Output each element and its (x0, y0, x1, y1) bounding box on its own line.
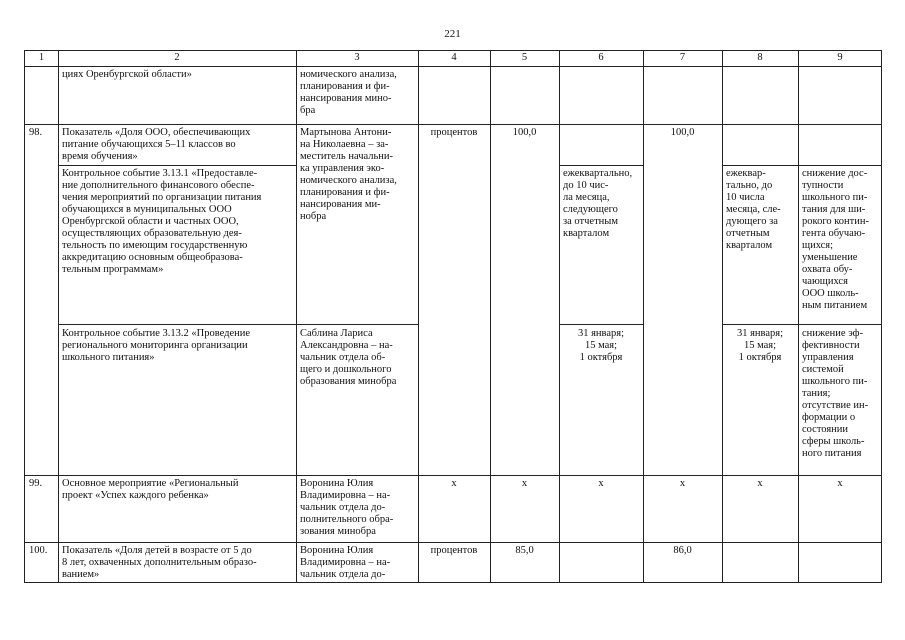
not-applicable-mark: х (837, 478, 843, 489)
header-cell: 9 (837, 52, 843, 63)
deadline: ежеквартальнo, до 10 чис- ла месяца, следующего за отчетным кварталом (563, 168, 633, 239)
not-applicable-mark: х (521, 478, 528, 489)
unit: процентов (430, 127, 478, 138)
row-number: 98. (29, 127, 43, 138)
col-divider (798, 51, 799, 582)
row-number: 100. (29, 545, 48, 556)
control-event-description: Контрольное событие 3.13.1 «Предоставле- ние дополнительного финансового обеспе- чения мероприятий по организации питания обучающихся в муниципальных ООО Оренбургской области и частных ООО, осуществляющих образовательную дея- тельность по имеющим государственную аккредитацию основным общеобразова- тельным программам» (62, 168, 262, 275)
header-cell: 1 (38, 52, 45, 63)
header-cell: 4 (451, 52, 457, 63)
row-divider (25, 542, 881, 543)
row-divider (58, 324, 418, 325)
measure-description: Основное мероприятие «Региональный проект «Успех каждого ребенка» (62, 478, 239, 501)
row-divider (25, 124, 881, 125)
header-cell: 7 (679, 52, 686, 63)
cont-description: циях Оренбургской области» (62, 69, 192, 80)
deadline: 31 января; 15 мая; 1 октября (577, 328, 625, 363)
deadline: ежеквар- тально, до 10 числа месяца, сле- дующего за отчетным кварталом (726, 168, 781, 251)
responsible-person: Воронина Юлия Владимировна – на- чальник отдела до- полнительного обра- зования минобра (300, 478, 394, 537)
value: 86,0 (673, 545, 692, 556)
header-cell: 5 (521, 52, 528, 63)
risk-description: снижение эф- фективности управления системой школьного пи- тания; отсутствие ин- формации о состоянии сферы школь- ного питания (802, 328, 869, 459)
header-divider (25, 66, 881, 67)
row-divider (559, 324, 643, 325)
indicator-description: Показатель «Доля ООО, обеспечивающих питание обучающихся 5–11 классов во время обучения» (62, 127, 251, 162)
not-applicable-mark: х (679, 478, 686, 489)
col-divider (58, 51, 59, 582)
col-divider (722, 51, 723, 582)
row-divider (559, 165, 643, 166)
data-table (24, 50, 882, 583)
cont-responsible: номического анализа, планирования и фи- нансирования мино- бра (300, 69, 397, 116)
unit: процентов (430, 545, 478, 556)
value: 85,0 (515, 545, 534, 556)
indicator-description: Показатель «Доля детей в возрасте от 5 до 8 лет, охваченных дополнительным образо- ванием» (62, 545, 257, 580)
risk-description: снижение дос- тупности школьного пи- тания для ши- рокого контин- гента обучаю- щихся; уменьшение охвата обу- чающихся ООО школь- ным питанием (802, 168, 869, 311)
control-event-description: Контрольное событие 3.13.2 «Проведение регионального мониторинга организации школьного питания» (62, 328, 251, 363)
row-divider (58, 165, 296, 166)
header-cell: 6 (598, 52, 604, 63)
responsible-person: Мартынова Антони- на Николаевна – за- меститель начальни- ка управления эко- номического анализа, планирования и фи- нансирования ми- нобра (300, 127, 397, 222)
deadline: 31 января; 15 мая; 1 октября (736, 328, 784, 363)
not-applicable-mark: х (757, 478, 763, 489)
not-applicable-mark: х (451, 478, 457, 489)
col-divider (296, 51, 297, 582)
page-number: 221 (444, 28, 461, 40)
header-cell: 8 (757, 52, 763, 63)
row-divider (722, 324, 881, 325)
not-applicable-mark: х (598, 478, 604, 489)
col-divider (559, 51, 560, 582)
responsible-person: Воронина Юлия Владимировна – на- чальник отдела до- (300, 545, 391, 580)
responsible-person: Саблина Лариса Александровна – на- чальник отдела об- щего и дошкольного образования минобра (300, 328, 397, 387)
row-number: 99. (29, 478, 43, 489)
header-cell: 2 (174, 52, 180, 63)
header-cell: 3 (354, 52, 360, 63)
value: 100,0 (512, 127, 537, 138)
row-divider (25, 475, 881, 476)
row-divider (722, 165, 881, 166)
value: 100,0 (670, 127, 695, 138)
